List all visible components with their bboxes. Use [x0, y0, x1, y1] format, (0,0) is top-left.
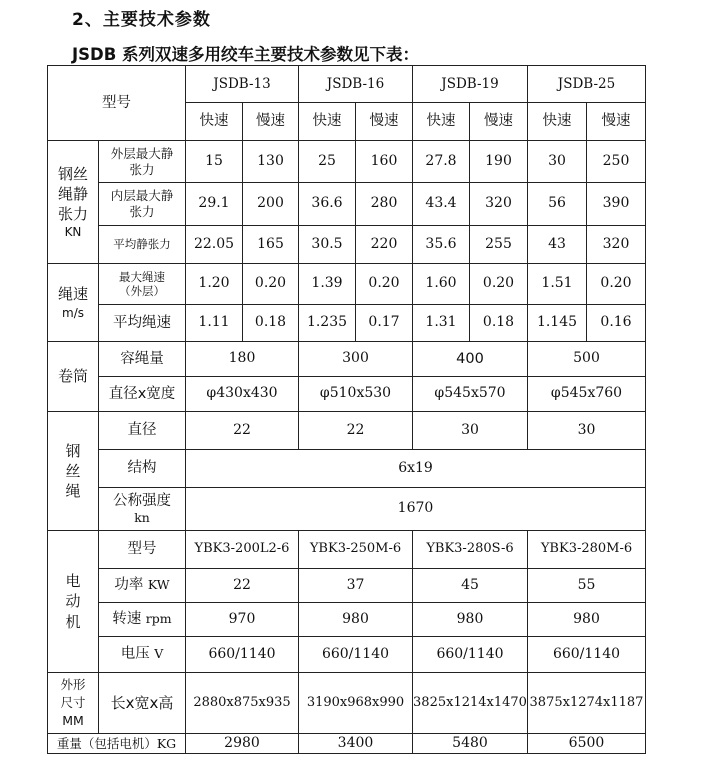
table-row: [48, 342, 646, 377]
cell: 29.1: [186, 183, 243, 226]
table-row: [48, 569, 646, 603]
category-motor: 电 动 机: [48, 531, 99, 673]
cell: 190: [470, 141, 528, 183]
model-header: 型号: [48, 66, 186, 141]
cell: 3190x968x990: [299, 673, 413, 734]
table-row: [48, 488, 646, 531]
cell: 22: [299, 412, 413, 450]
cell: 30.5: [299, 226, 356, 264]
row-label-inner-tension: 内层最大静 张力: [99, 183, 186, 226]
cell: 22: [186, 569, 299, 603]
cell: 250: [587, 141, 646, 183]
cell: 30: [413, 412, 528, 450]
category-rope: 钢 丝 绳: [48, 412, 99, 531]
cell: 200: [243, 183, 299, 226]
table-row: [48, 637, 646, 673]
row-label-motor-rpm: 转速 rpm: [99, 603, 186, 637]
row-label-size: 长x宽x高: [99, 673, 186, 734]
model-name: JSDB-16: [299, 66, 413, 103]
slow-header: 慢速: [470, 103, 528, 141]
cell: 1.11: [186, 305, 243, 342]
row-label-max-speed: 最大绳速 （外层）: [99, 264, 186, 305]
table-row: [48, 734, 646, 754]
cell: 1.145: [528, 305, 587, 342]
row-label-capacity: 容绳量: [99, 342, 186, 377]
fast-header: 快速: [299, 103, 356, 141]
cell: 2980: [186, 734, 299, 754]
row-label-motor-model: 型号: [99, 531, 186, 569]
cell: 0.20: [587, 264, 646, 305]
cell: 390: [587, 183, 646, 226]
cell: 5480: [413, 734, 528, 754]
table-row: [48, 183, 646, 226]
cell: 15: [186, 141, 243, 183]
cell: φ545x760: [528, 377, 646, 412]
cell: 980: [413, 603, 528, 637]
row-label-avg-tension: 平均静张力: [99, 226, 186, 264]
cell: 300: [299, 342, 413, 377]
row-label-motor-power: 功率 KW: [99, 569, 186, 603]
cell: 660/1140: [186, 637, 299, 673]
table-caption: JSDB 系列双速多用绞车主要技术参数见下表：: [72, 45, 420, 64]
cell: 37: [299, 569, 413, 603]
row-label-rope-strength: 公称强度 kn: [99, 488, 186, 531]
cell: 255: [470, 226, 528, 264]
cell: φ545x570: [413, 377, 528, 412]
table-row: [48, 603, 646, 637]
cell: YBK3-280S-6: [413, 531, 528, 569]
table-row: [48, 264, 646, 305]
row-label-drum-dim: 直径x宽度: [99, 377, 186, 412]
cell: YBK3-200L2-6: [186, 531, 299, 569]
model-name: JSDB-13: [186, 66, 299, 103]
category-speed: 绳速 m/s: [48, 264, 99, 342]
cell: 165: [243, 226, 299, 264]
table-row: [48, 673, 646, 734]
cell: 30: [528, 412, 646, 450]
cell: 980: [299, 603, 413, 637]
cell: 45: [413, 569, 528, 603]
table-row: [48, 141, 646, 183]
cell: 56: [528, 183, 587, 226]
spec-table: [47, 65, 646, 754]
table-row: [48, 226, 646, 264]
cell: 3400: [299, 734, 413, 754]
cell: 130: [243, 141, 299, 183]
cell: YBK3-280M-6: [528, 531, 646, 569]
fast-header: 快速: [413, 103, 470, 141]
cell: 1.60: [413, 264, 470, 305]
cell: 43.4: [413, 183, 470, 226]
cell: 0.20: [470, 264, 528, 305]
cell: 1.20: [186, 264, 243, 305]
cell: 1670: [186, 488, 646, 531]
model-name: JSDB-19: [413, 66, 528, 103]
cell: 280: [356, 183, 413, 226]
cell: 55: [528, 569, 646, 603]
cell: 2880x875x935: [186, 673, 299, 734]
slow-header: 慢速: [243, 103, 299, 141]
cell: 970: [186, 603, 299, 637]
cell: 0.20: [243, 264, 299, 305]
section-heading: 2、主要技术参数: [72, 10, 211, 30]
cell: 3825x1214x1470: [413, 673, 528, 734]
cell: 1.31: [413, 305, 470, 342]
cell: 3875x1274x1187: [528, 673, 646, 734]
fast-header: 快速: [528, 103, 587, 141]
category-drum: 卷筒: [48, 342, 99, 412]
row-label-weight: 重量（包括电机）KG: [48, 734, 186, 754]
category-tension: 钢丝 绳静 张力 KN: [48, 141, 99, 264]
cell: 30: [528, 141, 587, 183]
cell: 6x19: [186, 450, 646, 488]
cell: 1.235: [299, 305, 356, 342]
cell: φ510x530: [299, 377, 413, 412]
table-row: [48, 305, 646, 342]
slow-header: 慢速: [587, 103, 646, 141]
model-name: JSDB-25: [528, 66, 646, 103]
slow-header: 慢速: [356, 103, 413, 141]
cell: 160: [356, 141, 413, 183]
cell: 0.20: [356, 264, 413, 305]
row-label-avg-speed: 平均绳速: [99, 305, 186, 342]
row-label-motor-voltage: 电压 V: [99, 637, 186, 673]
cell: 220: [356, 226, 413, 264]
cell: 27.8: [413, 141, 470, 183]
table-row: [48, 377, 646, 412]
cell: 22: [186, 412, 299, 450]
cell: 25: [299, 141, 356, 183]
cell: 980: [528, 603, 646, 637]
cell: 36.6: [299, 183, 356, 226]
table-row: [48, 412, 646, 450]
category-size: 外形 尺寸 MM: [48, 673, 99, 734]
cell: 0.17: [356, 305, 413, 342]
cell: 0.18: [470, 305, 528, 342]
cell: 400: [413, 342, 528, 377]
cell: 500: [528, 342, 646, 377]
cell: 660/1140: [528, 637, 646, 673]
cell: 180: [186, 342, 299, 377]
cell: 0.16: [587, 305, 646, 342]
row-label-rope-structure: 结构: [99, 450, 186, 488]
cell: 320: [470, 183, 528, 226]
cell: 0.18: [243, 305, 299, 342]
cell: 660/1140: [299, 637, 413, 673]
cell: 43: [528, 226, 587, 264]
table-row: [48, 450, 646, 488]
row-label-rope-diameter: 直径: [99, 412, 186, 450]
cell: 1.51: [528, 264, 587, 305]
cell: 22.05: [186, 226, 243, 264]
cell: φ430x430: [186, 377, 299, 412]
table-row: [48, 531, 646, 569]
fast-header: 快速: [186, 103, 243, 141]
cell: 320: [587, 226, 646, 264]
cell: 660/1140: [413, 637, 528, 673]
table-row: [48, 66, 646, 103]
cell: 35.6: [413, 226, 470, 264]
cell: YBK3-250M-6: [299, 531, 413, 569]
cell: 6500: [528, 734, 646, 754]
row-label-outer-tension: 外层最大静 张力: [99, 141, 186, 183]
cell: 1.39: [299, 264, 356, 305]
